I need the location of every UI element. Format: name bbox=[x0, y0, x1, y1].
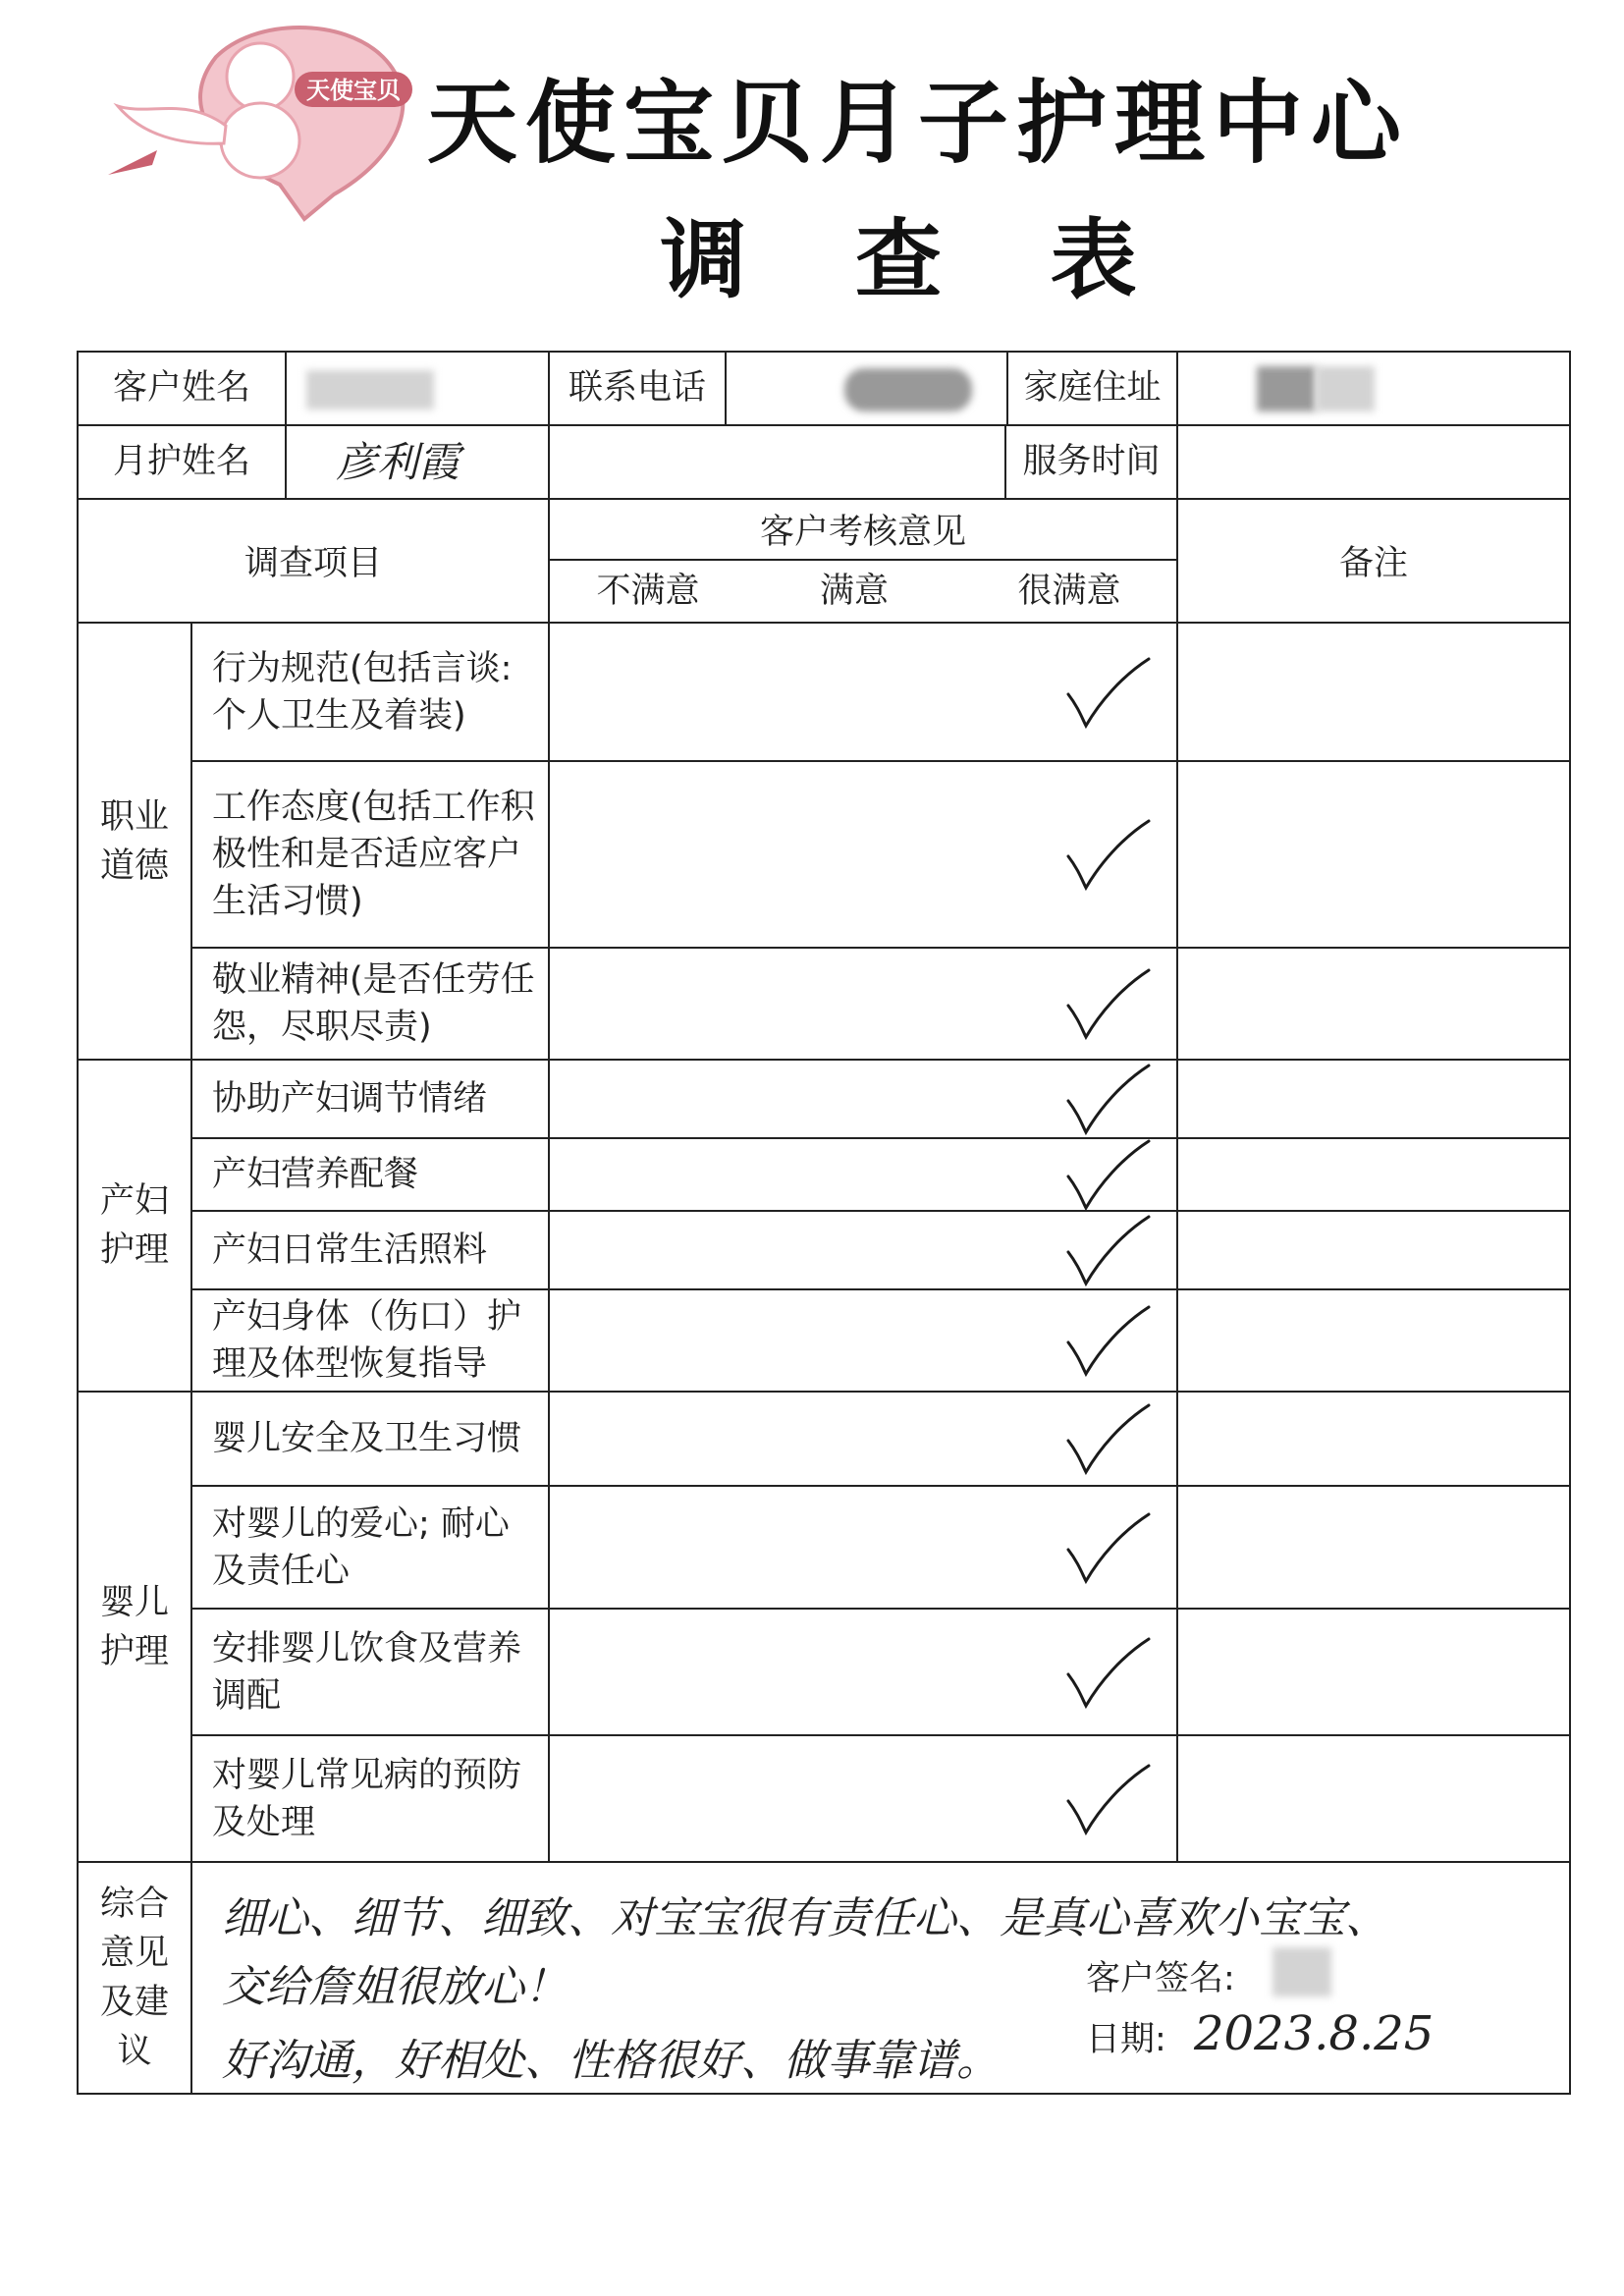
table-row bbox=[78, 1060, 1570, 1138]
table-row bbox=[78, 1138, 1570, 1211]
check-mark-icon bbox=[1060, 964, 1159, 1043]
check-mark-icon bbox=[1060, 1060, 1159, 1138]
rating-cell bbox=[549, 761, 1177, 948]
check-mark-icon bbox=[1060, 1633, 1159, 1712]
table-row bbox=[78, 1289, 1570, 1392]
remark-cell bbox=[1177, 1735, 1570, 1862]
info-row-1 bbox=[78, 352, 1570, 425]
rating-cell bbox=[549, 1735, 1177, 1862]
comments-cell bbox=[191, 1862, 1570, 2094]
address-label: 家庭住址 bbox=[1023, 368, 1162, 408]
category-label: 职业 道德 bbox=[78, 623, 191, 1060]
customer-name-label: 客户姓名 bbox=[79, 353, 287, 424]
remark-cell bbox=[1177, 1060, 1570, 1138]
nurse-name-value: 彦利霞 bbox=[336, 438, 460, 486]
item-text: 产妇日常生活照料 bbox=[191, 1211, 549, 1289]
logo-text: 天使宝贝 bbox=[306, 77, 401, 104]
check-mark-icon bbox=[1060, 815, 1159, 894]
table-row bbox=[78, 1735, 1570, 1862]
table-row bbox=[78, 1392, 1570, 1486]
remark-cell bbox=[1177, 1609, 1570, 1735]
remark-cell bbox=[1177, 1392, 1570, 1486]
check-mark-icon bbox=[1060, 1211, 1159, 1289]
rating-cell bbox=[549, 623, 1177, 761]
phone-label: 联系电话 bbox=[550, 353, 727, 424]
column-dissatisfied: 不满意 bbox=[596, 572, 700, 611]
page-subtitle: 调 查 表 bbox=[660, 209, 1176, 310]
rating-cell bbox=[549, 948, 1177, 1060]
page-title: 天使宝贝月子护理中心 bbox=[426, 71, 1409, 176]
service-time-label: 服务时间 bbox=[1022, 442, 1161, 481]
header-row-1 bbox=[78, 499, 1570, 560]
remark-cell bbox=[1177, 948, 1570, 1060]
survey-table bbox=[77, 351, 1571, 2095]
remark-cell bbox=[1177, 1211, 1570, 1289]
item-text: 安排婴儿饮食及营养 调配 bbox=[191, 1609, 549, 1735]
logo-angel-head bbox=[227, 43, 294, 110]
item-text: 对婴儿的爱心; 耐心 及责任心 bbox=[191, 1486, 549, 1609]
item-text: 工作态度(包括工作积 极性和是否适应客户 生活习惯) bbox=[191, 761, 549, 948]
column-item-header: 调查项目 bbox=[78, 499, 549, 623]
item-text: 行为规范(包括言谈: 个人卫生及着装) bbox=[191, 623, 549, 761]
date-label: 日期: bbox=[1086, 2020, 1166, 2059]
table-row bbox=[78, 1486, 1570, 1609]
table-row bbox=[78, 1609, 1570, 1735]
column-very-satisfied: 很满意 bbox=[1017, 572, 1121, 611]
rating-cell bbox=[549, 1060, 1177, 1138]
nurse-name-label: 月护姓名 bbox=[79, 426, 287, 498]
table-row bbox=[78, 1211, 1570, 1289]
check-mark-icon bbox=[1060, 1135, 1159, 1214]
check-mark-icon bbox=[1060, 1508, 1159, 1587]
table-row bbox=[78, 948, 1570, 1060]
comment-line-2: 交给詹姐很放心！ bbox=[222, 1962, 568, 2012]
signature-label: 客户签名: bbox=[1086, 1959, 1235, 1998]
comments-label: 综合 意见 及建 议 bbox=[78, 1862, 191, 2094]
rating-cell bbox=[549, 1609, 1177, 1735]
remark-cell bbox=[1177, 623, 1570, 761]
remark-cell bbox=[1177, 761, 1570, 948]
remark-cell bbox=[1177, 1486, 1570, 1609]
comment-line-1: 细心、细节、细致、对宝宝很有责任心、是真心喜欢小宝宝、 bbox=[222, 1893, 1388, 1943]
check-mark-icon bbox=[1060, 1399, 1159, 1478]
remark-cell bbox=[1177, 1138, 1570, 1211]
item-text: 产妇营养配餐 bbox=[191, 1138, 549, 1211]
info-row-2 bbox=[78, 425, 1570, 499]
address-value bbox=[1177, 352, 1570, 425]
check-mark-icon bbox=[1060, 1301, 1159, 1380]
table-row bbox=[78, 623, 1570, 761]
item-text: 协助产妇调节情绪 bbox=[191, 1060, 549, 1138]
item-text: 对婴儿常见病的预防 及处理 bbox=[191, 1735, 549, 1862]
rating-cell bbox=[549, 1392, 1177, 1486]
remark-cell bbox=[1177, 1289, 1570, 1392]
item-text: 婴儿安全及卫生习惯 bbox=[191, 1392, 549, 1486]
phone-value bbox=[727, 353, 1008, 424]
rating-cell bbox=[549, 1486, 1177, 1609]
item-text: 产妇身体（伤口）护 理及体型恢复指导 bbox=[191, 1289, 549, 1392]
column-opinion-header: 客户考核意见 bbox=[549, 499, 1177, 560]
rating-cell bbox=[549, 1138, 1177, 1211]
category-label: 产妇 护理 bbox=[78, 1060, 191, 1392]
check-mark-icon bbox=[1060, 653, 1159, 732]
check-mark-icon bbox=[1060, 1760, 1159, 1838]
rating-cell bbox=[549, 1289, 1177, 1392]
item-text: 敬业精神(是否任劳任 怨，尽职尽责) bbox=[191, 948, 549, 1060]
service-time-value bbox=[1177, 425, 1570, 499]
rating-cell bbox=[549, 1211, 1177, 1289]
category-label: 婴儿 护理 bbox=[78, 1392, 191, 1862]
customer-name-value bbox=[287, 353, 548, 424]
table-row bbox=[78, 761, 1570, 948]
date-value: 2023.8.25 bbox=[1194, 2006, 1435, 2061]
comments-row bbox=[78, 1862, 1570, 2094]
column-remark-header: 备注 bbox=[1177, 499, 1570, 623]
column-satisfied: 满意 bbox=[819, 572, 889, 611]
comment-line-3: 好沟通，好相处、性格很好、做事靠谱。 bbox=[222, 2036, 1000, 2086]
